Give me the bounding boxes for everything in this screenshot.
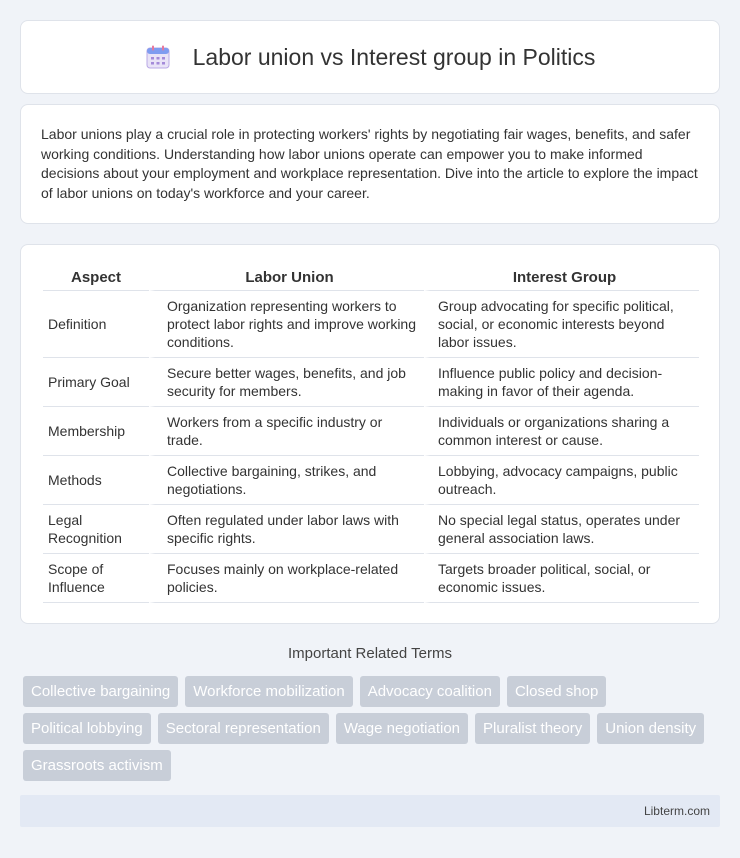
cell-labor-union: Collective bargaining, strikes, and negotiations.	[149, 456, 424, 505]
page-title: Labor union vs Interest group in Politics	[192, 43, 596, 70]
cell-aspect: Scope of Influence	[43, 554, 149, 603]
comparison-table	[43, 265, 699, 603]
footer-site-link[interactable]: Libterm.com	[643, 804, 710, 818]
cell-interest-group: Lobbying, advocacy campaigns, public outreach.	[424, 456, 699, 505]
tag-advocacy-coalition[interactable]: Advocacy coalition	[360, 676, 500, 707]
cell-labor-union: Secure better wages, benefits, and job security for members.	[149, 358, 424, 407]
cell-aspect: Membership	[43, 407, 149, 456]
table-row	[43, 456, 699, 505]
cell-interest-group: Influence public policy and decision-making in favor of their agenda.	[424, 358, 699, 407]
table-header-row	[43, 265, 699, 291]
table-row	[43, 554, 699, 603]
tag-grassroots-activism[interactable]: Grassroots activism	[23, 750, 171, 781]
related-terms-tags	[23, 676, 723, 787]
tag-wage-negotiation[interactable]: Wage negotiation	[336, 713, 468, 744]
intro-card	[20, 104, 720, 224]
cell-aspect: Legal Recognition	[43, 505, 149, 554]
footer	[20, 795, 720, 827]
table-row	[43, 358, 699, 407]
cell-interest-group: No special legal status, operates under general association laws.	[424, 505, 699, 554]
tag-closed-shop[interactable]: Closed shop	[507, 676, 606, 707]
tag-workforce-mobilization[interactable]: Workforce mobilization	[185, 676, 352, 707]
cell-labor-union: Often regulated under labor laws with specific rights.	[149, 505, 424, 554]
tag-union-density[interactable]: Union density	[597, 713, 704, 744]
cell-labor-union: Workers from a specific industry or trade.	[149, 407, 424, 456]
cell-labor-union: Focuses mainly on workplace-related policies.	[149, 554, 424, 603]
tag-pluralist-theory[interactable]: Pluralist theory	[475, 713, 590, 744]
tag-political-lobbying[interactable]: Political lobbying	[23, 713, 151, 744]
cell-aspect: Definition	[43, 291, 149, 358]
table-row	[43, 505, 699, 554]
related-terms-title: Important Related Terms	[288, 645, 452, 662]
header-card	[20, 20, 720, 94]
intro-paragraph: Labor unions play a crucial role in protecting workers' rights by negotiating fair wages, benefits, and safer working conditions. Understanding how labor unions operate can empower you to make informed decisions about your employment and workplace representation. Dive into the article to explore the impact of labor unions on today's workforce and your career.	[41, 126, 698, 201]
tag-sectoral-representation[interactable]: Sectoral representation	[158, 713, 329, 744]
table-row	[43, 407, 699, 456]
table-row	[43, 291, 699, 358]
header-aspect: Aspect	[43, 265, 149, 291]
comparison-table-card	[20, 244, 720, 624]
cell-aspect: Methods	[43, 456, 149, 505]
cell-interest-group: Targets broader political, social, or economic issues.	[424, 554, 699, 603]
tag-collective-bargaining[interactable]: Collective bargaining	[23, 676, 178, 707]
header-labor-union: Labor Union	[149, 265, 424, 291]
cell-labor-union: Organization representing workers to protect labor rights and improve working conditions.	[149, 291, 424, 358]
cell-interest-group: Group advocating for specific political, social, or economic interests beyond labor issues.	[424, 291, 699, 358]
header-interest-group: Interest Group	[424, 265, 699, 291]
cell-aspect: Primary Goal	[43, 358, 149, 407]
cell-interest-group: Individuals or organizations sharing a common interest or cause.	[424, 407, 699, 456]
calendar-icon	[145, 44, 171, 70]
